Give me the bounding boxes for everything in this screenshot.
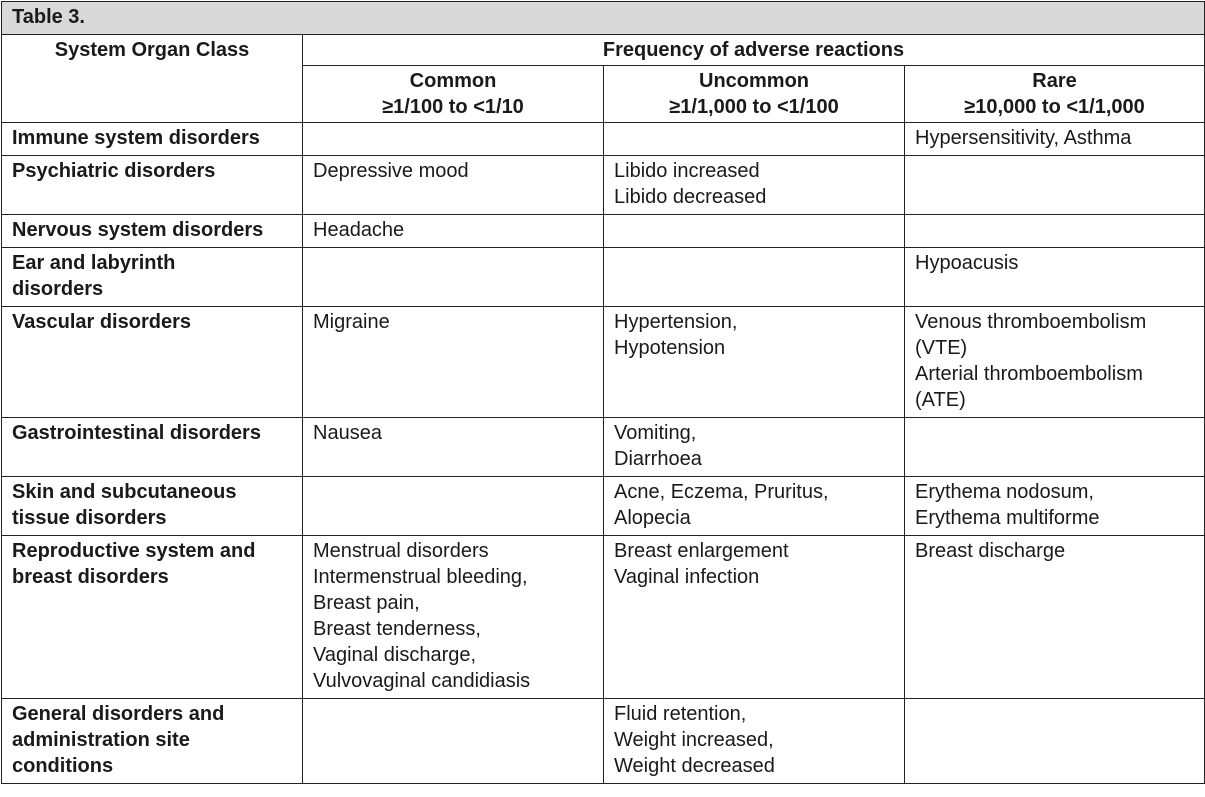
header-uncommon [604, 66, 905, 123]
system-organ-class-text: disorders [12, 278, 104, 300]
rare-cell [905, 215, 1205, 248]
uncommon-reaction-text: Breast enlargement [614, 540, 789, 562]
uncommon-cell [604, 536, 905, 699]
rare-cell [905, 536, 1205, 699]
table-row [2, 307, 1205, 418]
common-cell [303, 215, 604, 248]
table-row [2, 248, 1205, 307]
rare-reaction-text: (ATE) [915, 389, 966, 411]
common-reaction-text: Vulvovaginal candidiasis [313, 670, 531, 692]
system-organ-class-cell [2, 699, 303, 784]
header-uncommon-label: Uncommon [699, 70, 809, 92]
system-organ-class-text: Gastrointestinal disorders [12, 422, 261, 444]
table-row [2, 536, 1205, 699]
rare-reaction-text: Hypoacusis [915, 252, 1019, 274]
table-row [2, 215, 1205, 248]
uncommon-reaction-text: Vaginal infection [614, 566, 760, 588]
table-row [2, 477, 1205, 536]
system-organ-class-text: Skin and subcutaneous [12, 481, 237, 503]
uncommon-cell [604, 699, 905, 784]
uncommon-reaction-text: Fluid retention, [614, 703, 747, 725]
common-cell [303, 307, 604, 418]
system-organ-class-text: Vascular disorders [12, 311, 191, 333]
common-reaction-text: Depressive mood [313, 160, 469, 182]
header-frequency: Frequency of adverse reactions [303, 35, 1205, 66]
system-organ-class-text: conditions [12, 755, 114, 777]
rare-cell [905, 123, 1205, 156]
common-reaction-text: Breast pain, [313, 592, 420, 614]
common-cell [303, 248, 604, 307]
system-organ-class-text: Immune system disorders [12, 127, 260, 149]
system-organ-class-cell [2, 477, 303, 536]
rare-reaction-text: Venous thromboembolism [915, 311, 1147, 333]
common-cell [303, 418, 604, 477]
rare-cell [905, 477, 1205, 536]
table-body [2, 123, 1205, 784]
uncommon-cell [604, 307, 905, 418]
system-organ-class-cell [2, 418, 303, 477]
header-common-label: Common [409, 70, 497, 92]
uncommon-cell [604, 477, 905, 536]
header-common-range: ≥1/100 to <1/10 [382, 96, 524, 118]
uncommon-reaction-text: Diarrhoea [614, 448, 702, 470]
rare-reaction-text: (VTE) [915, 337, 968, 359]
table-caption-row [2, 2, 1205, 35]
system-organ-class-cell [2, 536, 303, 699]
rare-reaction-text: Arterial thromboembolism [915, 363, 1143, 385]
system-organ-class-cell [2, 123, 303, 156]
uncommon-reaction-text: Alopecia [614, 507, 691, 529]
uncommon-cell [604, 215, 905, 248]
system-organ-class-cell [2, 307, 303, 418]
uncommon-cell [604, 418, 905, 477]
uncommon-reaction-text: Weight increased, [614, 729, 774, 751]
header-common [303, 66, 604, 123]
common-reaction-text: Migraine [313, 311, 390, 333]
uncommon-cell [604, 248, 905, 307]
system-organ-class-text: Nervous system disorders [12, 219, 264, 241]
system-organ-class-cell [2, 215, 303, 248]
rare-reaction-text: Erythema nodosum, [915, 481, 1094, 503]
common-cell [303, 477, 604, 536]
uncommon-cell [604, 123, 905, 156]
rare-reaction-text: Breast discharge [915, 540, 1066, 562]
system-organ-class-text: breast disorders [12, 566, 169, 588]
system-organ-class-cell [2, 156, 303, 215]
header-system-organ-class: System Organ Class [2, 35, 303, 123]
rare-reaction-text: Erythema multiforme [915, 507, 1100, 529]
document-page [0, 1, 1205, 797]
header-rare-range: ≥10,000 to <1/1,000 [964, 96, 1145, 118]
system-organ-class-text: Reproductive system and [12, 540, 256, 562]
common-cell [303, 699, 604, 784]
common-reaction-text: Vaginal discharge, [313, 644, 477, 666]
uncommon-reaction-text: Vomiting, [614, 422, 697, 444]
table-row [2, 699, 1205, 784]
uncommon-reaction-text: Hypertension, [614, 311, 738, 333]
rare-cell [905, 248, 1205, 307]
common-cell [303, 156, 604, 215]
table-row [2, 123, 1205, 156]
table-caption: Table 3. [2, 2, 1205, 35]
common-reaction-text: Nausea [313, 422, 382, 444]
common-reaction-text: Menstrual disorders [313, 540, 489, 562]
system-organ-class-text: administration site [12, 729, 190, 751]
system-organ-class-text: tissue disorders [12, 507, 167, 529]
system-organ-class-text: General disorders and [12, 703, 225, 725]
uncommon-reaction-text: Libido increased [614, 160, 760, 182]
header-rare [905, 66, 1205, 123]
rare-cell [905, 307, 1205, 418]
adverse-reactions-table [1, 1, 1205, 784]
common-cell [303, 123, 604, 156]
common-cell [303, 536, 604, 699]
system-organ-class-text: Psychiatric disorders [12, 160, 216, 182]
table-row [2, 156, 1205, 215]
common-reaction-text: Headache [313, 219, 405, 241]
common-reaction-text: Breast tenderness, [313, 618, 481, 640]
header-uncommon-range: ≥1/1,000 to <1/100 [669, 96, 839, 118]
common-reaction-text: Intermenstrual bleeding, [313, 566, 528, 588]
header-rare-label: Rare [1032, 70, 1077, 92]
uncommon-reaction-text: Hypotension [614, 337, 726, 359]
uncommon-reaction-text: Libido decreased [614, 186, 767, 208]
system-organ-class-text: Ear and labyrinth [12, 252, 176, 274]
table-row [2, 418, 1205, 477]
uncommon-reaction-text: Weight decreased [614, 755, 775, 777]
rare-reaction-text: Hypersensitivity, Asthma [915, 127, 1132, 149]
uncommon-cell [604, 156, 905, 215]
header-row-1 [2, 35, 1205, 66]
uncommon-reaction-text: Acne, Eczema, Pruritus, [614, 481, 829, 503]
rare-cell [905, 699, 1205, 784]
system-organ-class-cell [2, 248, 303, 307]
rare-cell [905, 418, 1205, 477]
rare-cell [905, 156, 1205, 215]
